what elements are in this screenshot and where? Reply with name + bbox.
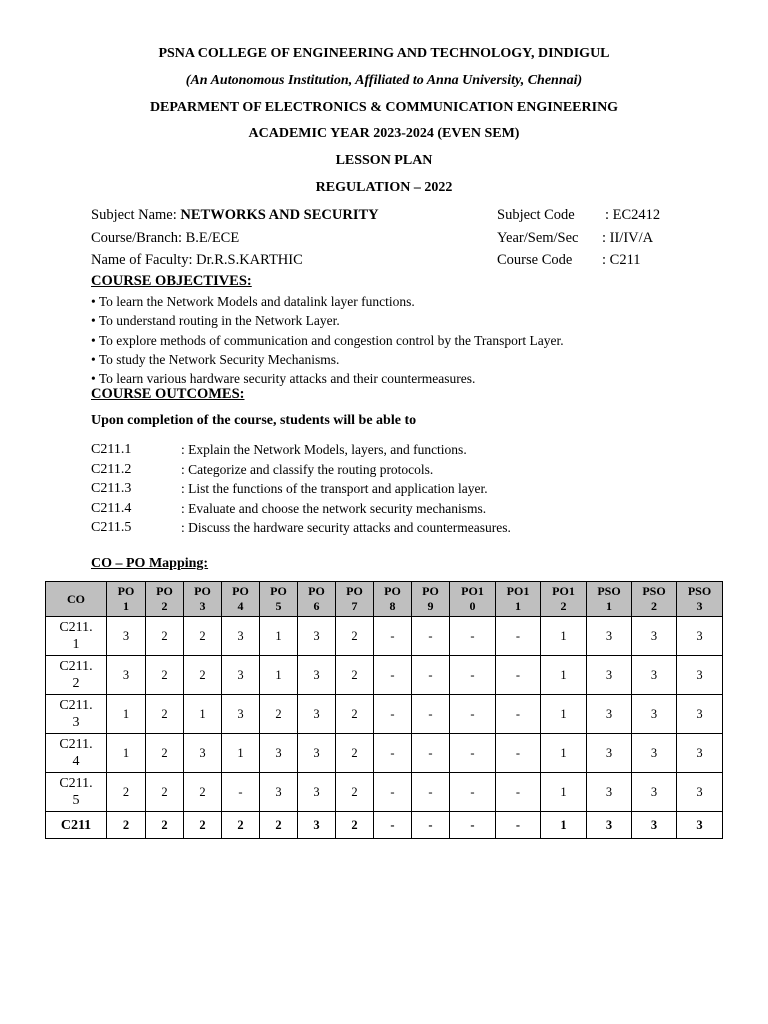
table-cell: -: [450, 617, 496, 656]
table-cell: 1: [184, 695, 222, 734]
table-cell: 1: [541, 617, 587, 656]
year-sem-sec: : II/IV/A: [602, 230, 654, 246]
co-cell: C211. 5: [46, 773, 107, 812]
table-cell: 3: [587, 773, 632, 812]
table-cell: -: [412, 656, 450, 695]
outcomes-intro: Upon completion of the course, students will be able to: [91, 413, 417, 428]
table-cell: 2: [146, 812, 184, 839]
table-cell: -: [412, 773, 450, 812]
table-cell: -: [450, 734, 496, 773]
table-header-cell: PO 2: [146, 582, 184, 617]
list-item: • To learn the Network Models and datalink layer functions.: [91, 294, 415, 309]
subject-code-label: Subject Code: [497, 207, 575, 223]
academic-year: ACADEMIC YEAR 2023-2024 (EVEN SEM): [248, 126, 520, 141]
table-cell: 1: [541, 656, 587, 695]
table-cell: 3: [677, 656, 723, 695]
table-header-cell: PSO 2: [632, 582, 677, 617]
objectives-list: [91, 292, 564, 388]
table-cell: -: [450, 656, 496, 695]
table-cell: 3: [587, 656, 632, 695]
table-cell: 2: [336, 773, 374, 812]
table-cell: -: [496, 656, 541, 695]
table-cell: 1: [541, 734, 587, 773]
table-cell: 3: [184, 734, 222, 773]
table-header-cell: PO 1: [107, 582, 146, 617]
outcome-desc: : Explain the Network Models, layers, and functions.: [181, 442, 467, 457]
outcome-code: C211.4: [91, 500, 132, 516]
table-cell: 1: [107, 695, 146, 734]
table-cell: -: [374, 812, 412, 839]
table-cell: -: [412, 734, 450, 773]
table-cell: 2: [336, 812, 374, 839]
year-sem-sec-label: Year/Sem/Sec: [497, 230, 579, 246]
table-cell: 2: [146, 734, 184, 773]
table-cell: 2: [222, 812, 260, 839]
list-item: • To understand routing in the Network Layer.: [91, 313, 340, 329]
outcome-desc: : Evaluate and choose the network security mechanisms.: [181, 500, 487, 516]
table-cell: 3: [677, 773, 723, 812]
table-cell: 3: [632, 773, 677, 812]
table-cell: 3: [632, 695, 677, 734]
table-cell: 3: [260, 773, 298, 812]
table-header-cell: PO1 2: [541, 582, 587, 617]
table-cell: 3: [677, 734, 723, 773]
table-cell: -: [412, 812, 450, 839]
table-cell: -: [450, 773, 496, 812]
table-cell: 3: [632, 656, 677, 695]
table-cell: -: [412, 617, 450, 656]
course-code: : C211: [602, 252, 641, 268]
table-cell: 1: [260, 656, 298, 695]
table-cell: 2: [260, 812, 298, 839]
outcome-desc: : Discuss the hardware security attacks and countermeasures.: [181, 520, 511, 535]
table-cell: -: [374, 734, 412, 773]
table-cell: -: [496, 617, 541, 656]
table-cell: -: [450, 812, 496, 839]
subject-name-label: Subject Name:: [91, 207, 181, 223]
table-cell: 3: [587, 812, 632, 839]
co-cell: C211. 4: [46, 734, 107, 773]
table-cell: -: [496, 773, 541, 812]
table-cell: 2: [184, 617, 222, 656]
table-cell: -: [374, 656, 412, 695]
course-outcomes-heading: COURSE OUTCOMES:: [91, 386, 245, 402]
table-cell: 3: [107, 617, 146, 656]
co-po-mapping-table: [45, 581, 723, 839]
table-row: [46, 773, 723, 812]
table-cell: 3: [677, 812, 723, 839]
table-cell: -: [374, 617, 412, 656]
course-code-label: Course Code: [497, 252, 573, 268]
table-header-cell: PO1 1: [496, 582, 541, 617]
department-name: DEPARMENT OF ELECTRONICS & COMMUNICATION ENGINEERING: [149, 100, 619, 115]
list-item: • To learn various hardware security attacks and their countermeasures.: [91, 371, 476, 387]
table-cell: 3: [298, 734, 336, 773]
table-row-total: [46, 812, 723, 839]
table-cell: 2: [107, 812, 146, 839]
table-cell: 3: [222, 695, 260, 734]
table-cell: -: [374, 695, 412, 734]
table-cell: -: [496, 734, 541, 773]
table-cell: 3: [298, 695, 336, 734]
table-cell: 3: [222, 617, 260, 656]
table-cell: 3: [298, 812, 336, 839]
table-cell: -: [412, 695, 450, 734]
table-cell: 3: [632, 812, 677, 839]
table-cell: -: [496, 812, 541, 839]
table-row: [46, 695, 723, 734]
table-cell: 2: [146, 695, 184, 734]
table-cell: 2: [336, 617, 374, 656]
outcome-code: C211.1: [91, 442, 132, 457]
course-branch: Course/Branch: B.E/ECE: [91, 230, 240, 246]
table-cell: -: [496, 695, 541, 734]
table-cell: 2: [107, 773, 146, 812]
table-cell: 2: [184, 773, 222, 812]
college-name: PSNA COLLEGE OF ENGINEERING AND TECHNOLOGY, DINDIGUL: [158, 46, 610, 61]
table-cell: 2: [146, 656, 184, 695]
table-row: [46, 734, 723, 773]
table-header-row: [46, 582, 723, 617]
table-row: [46, 617, 723, 656]
table-cell: 3: [632, 734, 677, 773]
outcome-code: C211.3: [91, 481, 132, 496]
table-cell: 2: [336, 695, 374, 734]
doc-type: LESSON PLAN: [335, 153, 433, 168]
table-cell: -: [222, 773, 260, 812]
table-cell: 3: [107, 656, 146, 695]
table-cell: 3: [677, 695, 723, 734]
regulation: REGULATION – 2022: [315, 180, 453, 195]
table-cell: 1: [541, 773, 587, 812]
table-cell: 3: [260, 734, 298, 773]
co-cell: C211. 3: [46, 695, 107, 734]
table-header-cell: PSO 1: [587, 582, 632, 617]
table-header-cell: PO 6: [298, 582, 336, 617]
table-cell: 1: [541, 812, 587, 839]
co-cell: C211. 1: [46, 617, 107, 656]
table-header-cell: PO 3: [184, 582, 222, 617]
table-cell: 1: [541, 695, 587, 734]
table-cell: 2: [184, 656, 222, 695]
table-cell: -: [450, 695, 496, 734]
outcome-desc: : List the functions of the transport and application layer.: [181, 481, 488, 496]
outcome-desc: : Categorize and classify the routing protocols.: [181, 461, 434, 477]
subject-code: : EC2412: [605, 207, 661, 223]
subject-name-line: [91, 207, 379, 224]
table-cell: 3: [587, 695, 632, 734]
table-cell: 3: [298, 773, 336, 812]
faculty-name: Name of Faculty: Dr.R.S.KARTHIC: [91, 252, 303, 268]
table-cell: 3: [677, 617, 723, 656]
table-cell: 1: [260, 617, 298, 656]
table-cell: 2: [184, 812, 222, 839]
table-header-cell: CO: [46, 582, 107, 617]
table-header-cell: PSO 3: [677, 582, 723, 617]
list-item: • To explore methods of communication and congestion control by the Transport Layer.: [91, 332, 564, 348]
affiliation: (An Autonomous Institution, Affiliated to Anna University, Chennai): [185, 73, 583, 88]
co-po-mapping-heading: CO – PO Mapping:: [91, 556, 209, 571]
table-header-cell: PO 4: [222, 582, 260, 617]
course-objectives-heading: COURSE OBJECTIVES:: [91, 273, 252, 289]
table-cell: 2: [260, 695, 298, 734]
table-cell: 1: [222, 734, 260, 773]
table-cell: 3: [632, 617, 677, 656]
co-cell: C211: [46, 812, 107, 839]
table-cell: 2: [336, 656, 374, 695]
table-cell: 2: [146, 617, 184, 656]
table-cell: 3: [587, 734, 632, 773]
table-header-cell: PO1 0: [450, 582, 496, 617]
table-header-cell: PO 7: [336, 582, 374, 617]
table-header-cell: PO 5: [260, 582, 298, 617]
outcome-code: C211.2: [91, 461, 132, 477]
table-cell: 2: [336, 734, 374, 773]
table-header-cell: PO 9: [412, 582, 450, 617]
co-cell: C211. 2: [46, 656, 107, 695]
outcome-code: C211.5: [91, 520, 132, 535]
table-cell: -: [374, 773, 412, 812]
subject-name: NETWORKS AND SECURITY: [180, 207, 379, 223]
table-header-cell: PO 8: [374, 582, 412, 617]
table-row: [46, 656, 723, 695]
table-cell: 3: [587, 617, 632, 656]
table-cell: 3: [298, 617, 336, 656]
table-cell: 3: [222, 656, 260, 695]
table-cell: 2: [146, 773, 184, 812]
list-item: • To study the Network Security Mechanisms.: [91, 351, 340, 367]
table-cell: 3: [298, 656, 336, 695]
table-cell: 1: [107, 734, 146, 773]
